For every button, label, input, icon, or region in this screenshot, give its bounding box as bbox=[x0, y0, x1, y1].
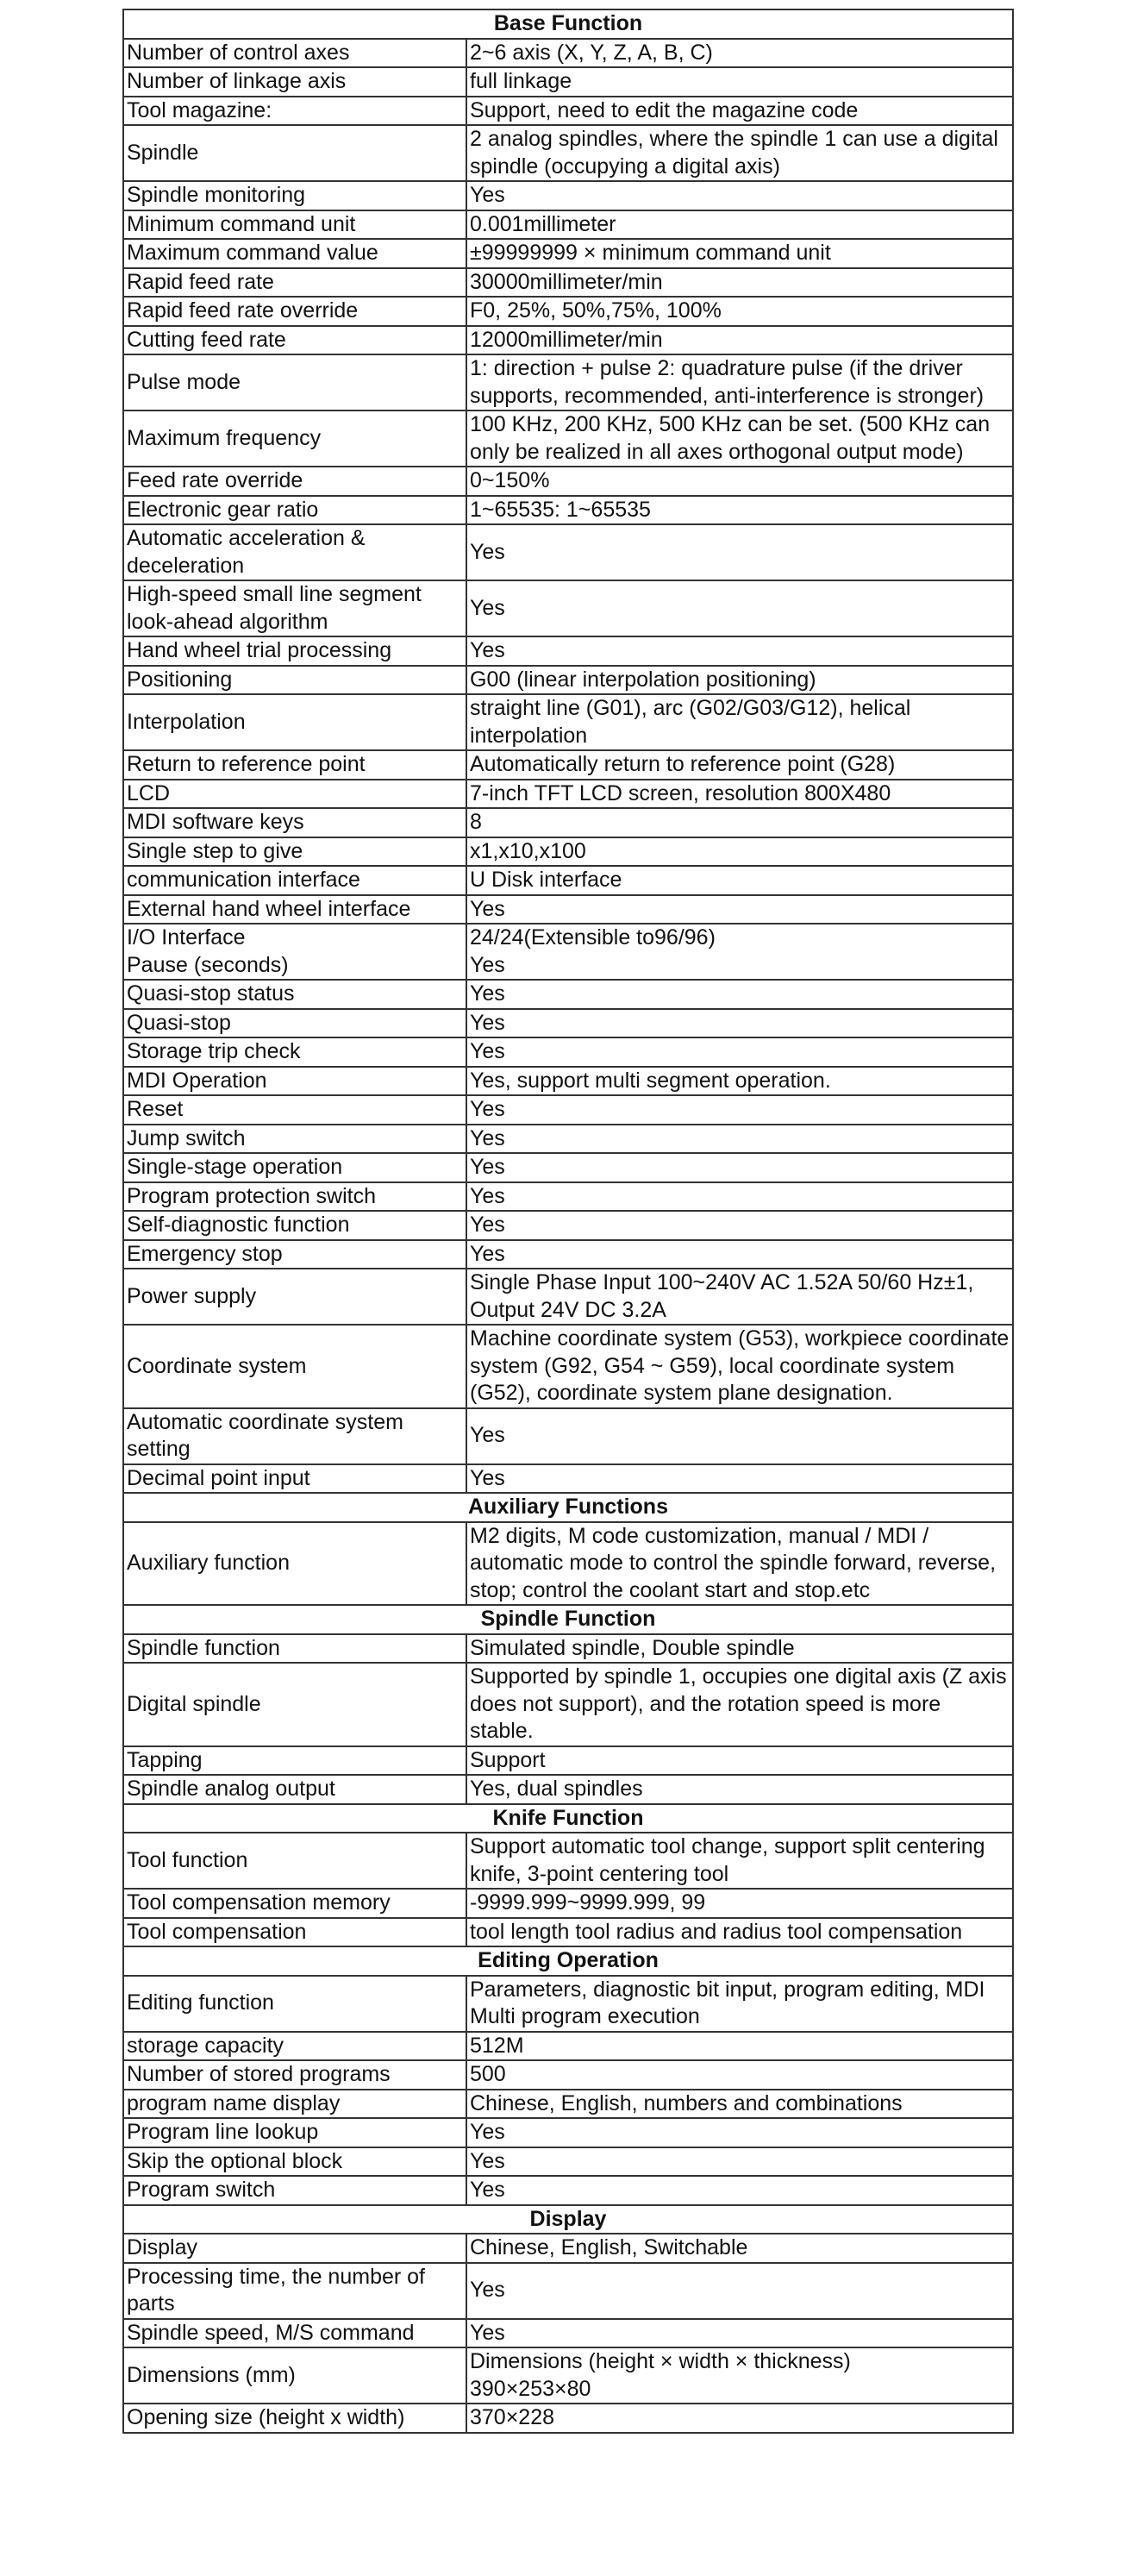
spec-value: 0~150% bbox=[466, 467, 1013, 496]
spec-row bbox=[123, 1775, 1013, 1804]
section-header-row bbox=[123, 1493, 1013, 1522]
spec-row bbox=[123, 1889, 1013, 1918]
spec-row bbox=[123, 1125, 1013, 1154]
spec-label: Tool compensation bbox=[123, 1918, 466, 1947]
spec-label: Power supply bbox=[123, 1269, 466, 1325]
spec-value: Yes bbox=[466, 895, 1013, 924]
spec-label: Spindle monitoring bbox=[123, 181, 466, 210]
spec-value: Chinese, English, Switchable bbox=[466, 2234, 1013, 2263]
spec-row bbox=[123, 1240, 1013, 1269]
spec-row bbox=[123, 1464, 1013, 1494]
spec-value: tool length tool radius and radius tool compensation bbox=[466, 1918, 1013, 1947]
spec-row bbox=[123, 1037, 1013, 1067]
spec-row bbox=[123, 580, 1013, 636]
section-header-row bbox=[123, 9, 1013, 39]
spec-label: Tapping bbox=[123, 1746, 466, 1776]
section-header-row bbox=[123, 1946, 1013, 1976]
spec-value: Yes bbox=[466, 2118, 1013, 2147]
section-title: Spindle Function bbox=[123, 1605, 1013, 1634]
spec-value: Yes bbox=[466, 1464, 1013, 1494]
spec-row bbox=[123, 1634, 1013, 1664]
spec-label: Reset bbox=[123, 1095, 466, 1125]
spec-row bbox=[123, 2090, 1013, 2119]
spec-value: Yes bbox=[466, 1095, 1013, 1125]
spec-label: program name display bbox=[123, 2090, 466, 2119]
spec-value: 100 KHz, 200 KHz, 500 KHz can be set. (500 KHz can only be realized in all axes orthogonal output mode) bbox=[466, 411, 1013, 467]
spec-row bbox=[123, 924, 1013, 980]
spec-row bbox=[123, 496, 1013, 525]
spec-label: Rapid feed rate override bbox=[123, 297, 466, 326]
spec-label: Editing function bbox=[123, 1976, 466, 2032]
spec-row bbox=[123, 467, 1013, 496]
spec-row bbox=[123, 1009, 1013, 1038]
spec-label: Tool magazine: bbox=[123, 97, 466, 126]
spec-label: Rapid feed rate bbox=[123, 268, 466, 298]
section-title: Auxiliary Functions bbox=[123, 1493, 1013, 1522]
spec-value: 12000millimeter/min bbox=[466, 326, 1013, 355]
spec-value: Support automatic tool change, support split centering knife, 3-point centering tool bbox=[466, 1833, 1013, 1889]
spec-row bbox=[123, 39, 1013, 68]
spec-row bbox=[123, 354, 1013, 411]
spec-row bbox=[123, 1211, 1013, 1240]
spec-row bbox=[123, 1663, 1013, 1746]
spec-value: Yes bbox=[466, 181, 1013, 210]
spec-label: MDI Operation bbox=[123, 1067, 466, 1096]
spec-label: I/O Interface Pause (seconds) bbox=[123, 924, 466, 980]
spec-value: Simulated spindle, Double spindle bbox=[466, 1634, 1013, 1664]
spec-value: Yes bbox=[466, 2147, 1013, 2177]
spec-label: Automatic coordinate system setting bbox=[123, 1408, 466, 1464]
spec-value: 2~6 axis (X, Y, Z, A, B, C) bbox=[466, 39, 1013, 68]
section-title: Editing Operation bbox=[123, 1946, 1013, 1976]
spec-label: Dimensions (mm) bbox=[123, 2347, 466, 2404]
spec-value: Yes bbox=[466, 1153, 1013, 1182]
spec-row bbox=[123, 636, 1013, 666]
spec-row bbox=[123, 1918, 1013, 1947]
spec-value: Yes, dual spindles bbox=[466, 1775, 1013, 1804]
spec-label: Feed rate override bbox=[123, 467, 466, 496]
spec-label: High-speed small line segment look-ahead algorithm bbox=[123, 580, 466, 636]
spec-label: Hand wheel trial processing bbox=[123, 636, 466, 666]
spec-label: MDI software keys bbox=[123, 808, 466, 837]
spec-row bbox=[123, 2404, 1013, 2433]
spec-table-body bbox=[123, 9, 1013, 2433]
spec-label: storage capacity bbox=[123, 2032, 466, 2061]
spec-value: Yes bbox=[466, 2263, 1013, 2319]
spec-label: Tool compensation memory bbox=[123, 1889, 466, 1918]
spec-value: x1,x10,x100 bbox=[466, 837, 1013, 867]
spec-row bbox=[123, 1269, 1013, 1325]
spec-value: F0, 25%, 50%,75%, 100% bbox=[466, 297, 1013, 326]
spec-label: Minimum command unit bbox=[123, 210, 466, 240]
spec-label: Single-stage operation bbox=[123, 1153, 466, 1182]
spec-label: Processing time, the number of parts bbox=[123, 2263, 466, 2319]
spec-label: LCD bbox=[123, 780, 466, 809]
spec-label: Maximum command value bbox=[123, 239, 466, 268]
spec-label: Positioning bbox=[123, 666, 466, 695]
spec-value: 1~65535: 1~65535 bbox=[466, 496, 1013, 525]
spec-value: M2 digits, M code customization, manual / MDI / automatic mode to control the spindle forward, reverse, stop; control the coolant start and stop.etc bbox=[466, 1522, 1013, 1606]
spec-value: U Disk interface bbox=[466, 866, 1013, 895]
spec-label: Opening size (height x width) bbox=[123, 2404, 466, 2433]
spec-row bbox=[123, 1095, 1013, 1125]
spec-value: Yes bbox=[466, 580, 1013, 636]
spec-row bbox=[123, 694, 1013, 750]
section-header-row bbox=[123, 1804, 1013, 1833]
section-title: Knife Function bbox=[123, 1804, 1013, 1833]
spec-label: Self-diagnostic function bbox=[123, 1211, 466, 1240]
spec-value: 1: direction + pulse 2: quadrature pulse (if the driver supports, recommended, anti-interference is stronger) bbox=[466, 354, 1013, 411]
spec-row bbox=[123, 1522, 1013, 1606]
spec-label: Electronic gear ratio bbox=[123, 496, 466, 525]
spec-value: 2 analog spindles, where the spindle 1 can use a digital spindle (occupying a digital axis) bbox=[466, 125, 1013, 181]
spec-row bbox=[123, 524, 1013, 580]
spec-row bbox=[123, 1067, 1013, 1096]
spec-row bbox=[123, 666, 1013, 695]
spec-row bbox=[123, 210, 1013, 240]
spec-label: Spindle analog output bbox=[123, 1775, 466, 1804]
spec-value: Supported by spindle 1, occupies one digital axis (Z axis does not support), and the rotation speed is more stable. bbox=[466, 1663, 1013, 1746]
spec-row bbox=[123, 2176, 1013, 2205]
spec-value: Chinese, English, numbers and combinations bbox=[466, 2090, 1013, 2119]
spec-label: Jump switch bbox=[123, 1125, 466, 1154]
spec-row bbox=[123, 2147, 1013, 2177]
spec-label: Tool function bbox=[123, 1833, 466, 1889]
section-title: Base Function bbox=[123, 9, 1013, 39]
spec-label: Cutting feed rate bbox=[123, 326, 466, 355]
spec-row bbox=[123, 97, 1013, 126]
spec-label: Coordinate system bbox=[123, 1325, 466, 1408]
spec-row bbox=[123, 297, 1013, 326]
spec-label: Return to reference point bbox=[123, 750, 466, 780]
spec-value: 8 bbox=[466, 808, 1013, 837]
spec-value: Single Phase Input 100~240V AC 1.52A 50/60 Hz±1, Output 24V DC 3.2A bbox=[466, 1269, 1013, 1325]
spec-label: External hand wheel interface bbox=[123, 895, 466, 924]
spec-value: 7-inch TFT LCD screen, resolution 800X480 bbox=[466, 780, 1013, 809]
spec-label: Number of control axes bbox=[123, 39, 466, 68]
spec-value: 500 bbox=[466, 2060, 1013, 2090]
spec-row bbox=[123, 2263, 1013, 2319]
spec-row bbox=[123, 2234, 1013, 2263]
spec-row bbox=[123, 980, 1013, 1009]
spec-row bbox=[123, 181, 1013, 210]
spec-label: Pulse mode bbox=[123, 354, 466, 411]
spec-row bbox=[123, 1976, 1013, 2032]
spec-value: 24/24(Extensible to96/96) Yes bbox=[466, 924, 1013, 980]
spec-row bbox=[123, 268, 1013, 298]
spec-value: 30000millimeter/min bbox=[466, 268, 1013, 298]
spec-label: Maximum frequency bbox=[123, 411, 466, 467]
spec-value: Yes bbox=[466, 1211, 1013, 1240]
spec-value: -9999.999~9999.999, 99 bbox=[466, 1889, 1013, 1918]
spec-label: Number of stored programs bbox=[123, 2060, 466, 2090]
spec-row bbox=[123, 1746, 1013, 1776]
spec-value: Yes bbox=[466, 1009, 1013, 1038]
spec-value: G00 (linear interpolation positioning) bbox=[466, 666, 1013, 695]
spec-label: Spindle function bbox=[123, 1634, 466, 1664]
spec-row bbox=[123, 780, 1013, 809]
spec-row bbox=[123, 411, 1013, 467]
spec-value: Yes bbox=[466, 2176, 1013, 2205]
spec-value: ±99999999 × minimum command unit bbox=[466, 239, 1013, 268]
spec-row bbox=[123, 1182, 1013, 1212]
spec-label: Quasi-stop status bbox=[123, 980, 466, 1009]
spec-value: Yes bbox=[466, 1037, 1013, 1067]
spec-value: Yes bbox=[466, 1125, 1013, 1154]
spec-value: Yes bbox=[466, 980, 1013, 1009]
spec-label: Auxiliary function bbox=[123, 1522, 466, 1606]
spec-row bbox=[123, 866, 1013, 895]
spec-label: Decimal point input bbox=[123, 1464, 466, 1494]
spec-row bbox=[123, 2060, 1013, 2090]
spec-label: Digital spindle bbox=[123, 1663, 466, 1746]
spec-label: Emergency stop bbox=[123, 1240, 466, 1269]
spec-row bbox=[123, 750, 1013, 780]
spec-value: Support, need to edit the magazine code bbox=[466, 97, 1013, 126]
spec-label: Spindle bbox=[123, 125, 466, 181]
spec-row bbox=[123, 2319, 1013, 2348]
spec-row bbox=[123, 239, 1013, 268]
spec-row bbox=[123, 125, 1013, 181]
spec-label: Program protection switch bbox=[123, 1182, 466, 1212]
spec-value: Automatically return to reference point (G28) bbox=[466, 750, 1013, 780]
spec-row bbox=[123, 808, 1013, 837]
spec-value: Machine coordinate system (G53), workpiece coordinate system (G92, G54 ~ G59), local coordinate system (G52), coordinate system plane designation. bbox=[466, 1325, 1013, 1408]
section-title: Display bbox=[123, 2205, 1013, 2234]
spec-value: 0.001millimeter bbox=[466, 210, 1013, 240]
spec-row bbox=[123, 895, 1013, 924]
spec-label: Spindle speed, M/S command bbox=[123, 2319, 466, 2348]
spec-label: Display bbox=[123, 2234, 466, 2263]
spec-row bbox=[123, 1325, 1013, 1408]
spec-value: Yes bbox=[466, 2319, 1013, 2348]
spec-row bbox=[123, 1833, 1013, 1889]
spec-row bbox=[123, 2032, 1013, 2061]
spec-value: Yes bbox=[466, 1408, 1013, 1464]
spec-value: straight line (G01), arc (G02/G03/G12), helical interpolation bbox=[466, 694, 1013, 750]
spec-row bbox=[123, 1408, 1013, 1464]
spec-value: Support bbox=[466, 1746, 1013, 1776]
spec-value: Parameters, diagnostic bit input, program editing, MDI Multi program execution bbox=[466, 1976, 1013, 2032]
spec-label: Quasi-stop bbox=[123, 1009, 466, 1038]
spec-row bbox=[123, 2347, 1013, 2404]
spec-label: Number of linkage axis bbox=[123, 67, 466, 97]
spec-label: Interpolation bbox=[123, 694, 466, 750]
spec-value: Yes bbox=[466, 524, 1013, 580]
spec-label: Storage trip check bbox=[123, 1037, 466, 1067]
spec-value: Yes bbox=[466, 636, 1013, 666]
spec-value: Dimensions (height × width × thickness) 390×253×80 bbox=[466, 2347, 1013, 2404]
spec-value: 370×228 bbox=[466, 2404, 1013, 2433]
spec-value: Yes bbox=[466, 1182, 1013, 1212]
spec-label: Program switch bbox=[123, 2176, 466, 2205]
spec-value: 512M bbox=[466, 2032, 1013, 2061]
spec-table bbox=[122, 9, 1014, 2434]
spec-value: Yes bbox=[466, 1240, 1013, 1269]
spec-row bbox=[123, 2118, 1013, 2147]
spec-label: Program line lookup bbox=[123, 2118, 466, 2147]
spec-label: Single step to give bbox=[123, 837, 466, 867]
spec-label: Skip the optional block bbox=[123, 2147, 466, 2177]
spec-label: communication interface bbox=[123, 866, 466, 895]
section-header-row bbox=[123, 2205, 1013, 2234]
spec-label: Automatic acceleration & deceleration bbox=[123, 524, 466, 580]
spec-row bbox=[123, 326, 1013, 355]
section-header-row bbox=[123, 1605, 1013, 1634]
spec-row bbox=[123, 1153, 1013, 1182]
spec-value: full linkage bbox=[466, 67, 1013, 97]
spec-row bbox=[123, 837, 1013, 867]
spec-value: Yes, support multi segment operation. bbox=[466, 1067, 1013, 1096]
spec-row bbox=[123, 67, 1013, 97]
